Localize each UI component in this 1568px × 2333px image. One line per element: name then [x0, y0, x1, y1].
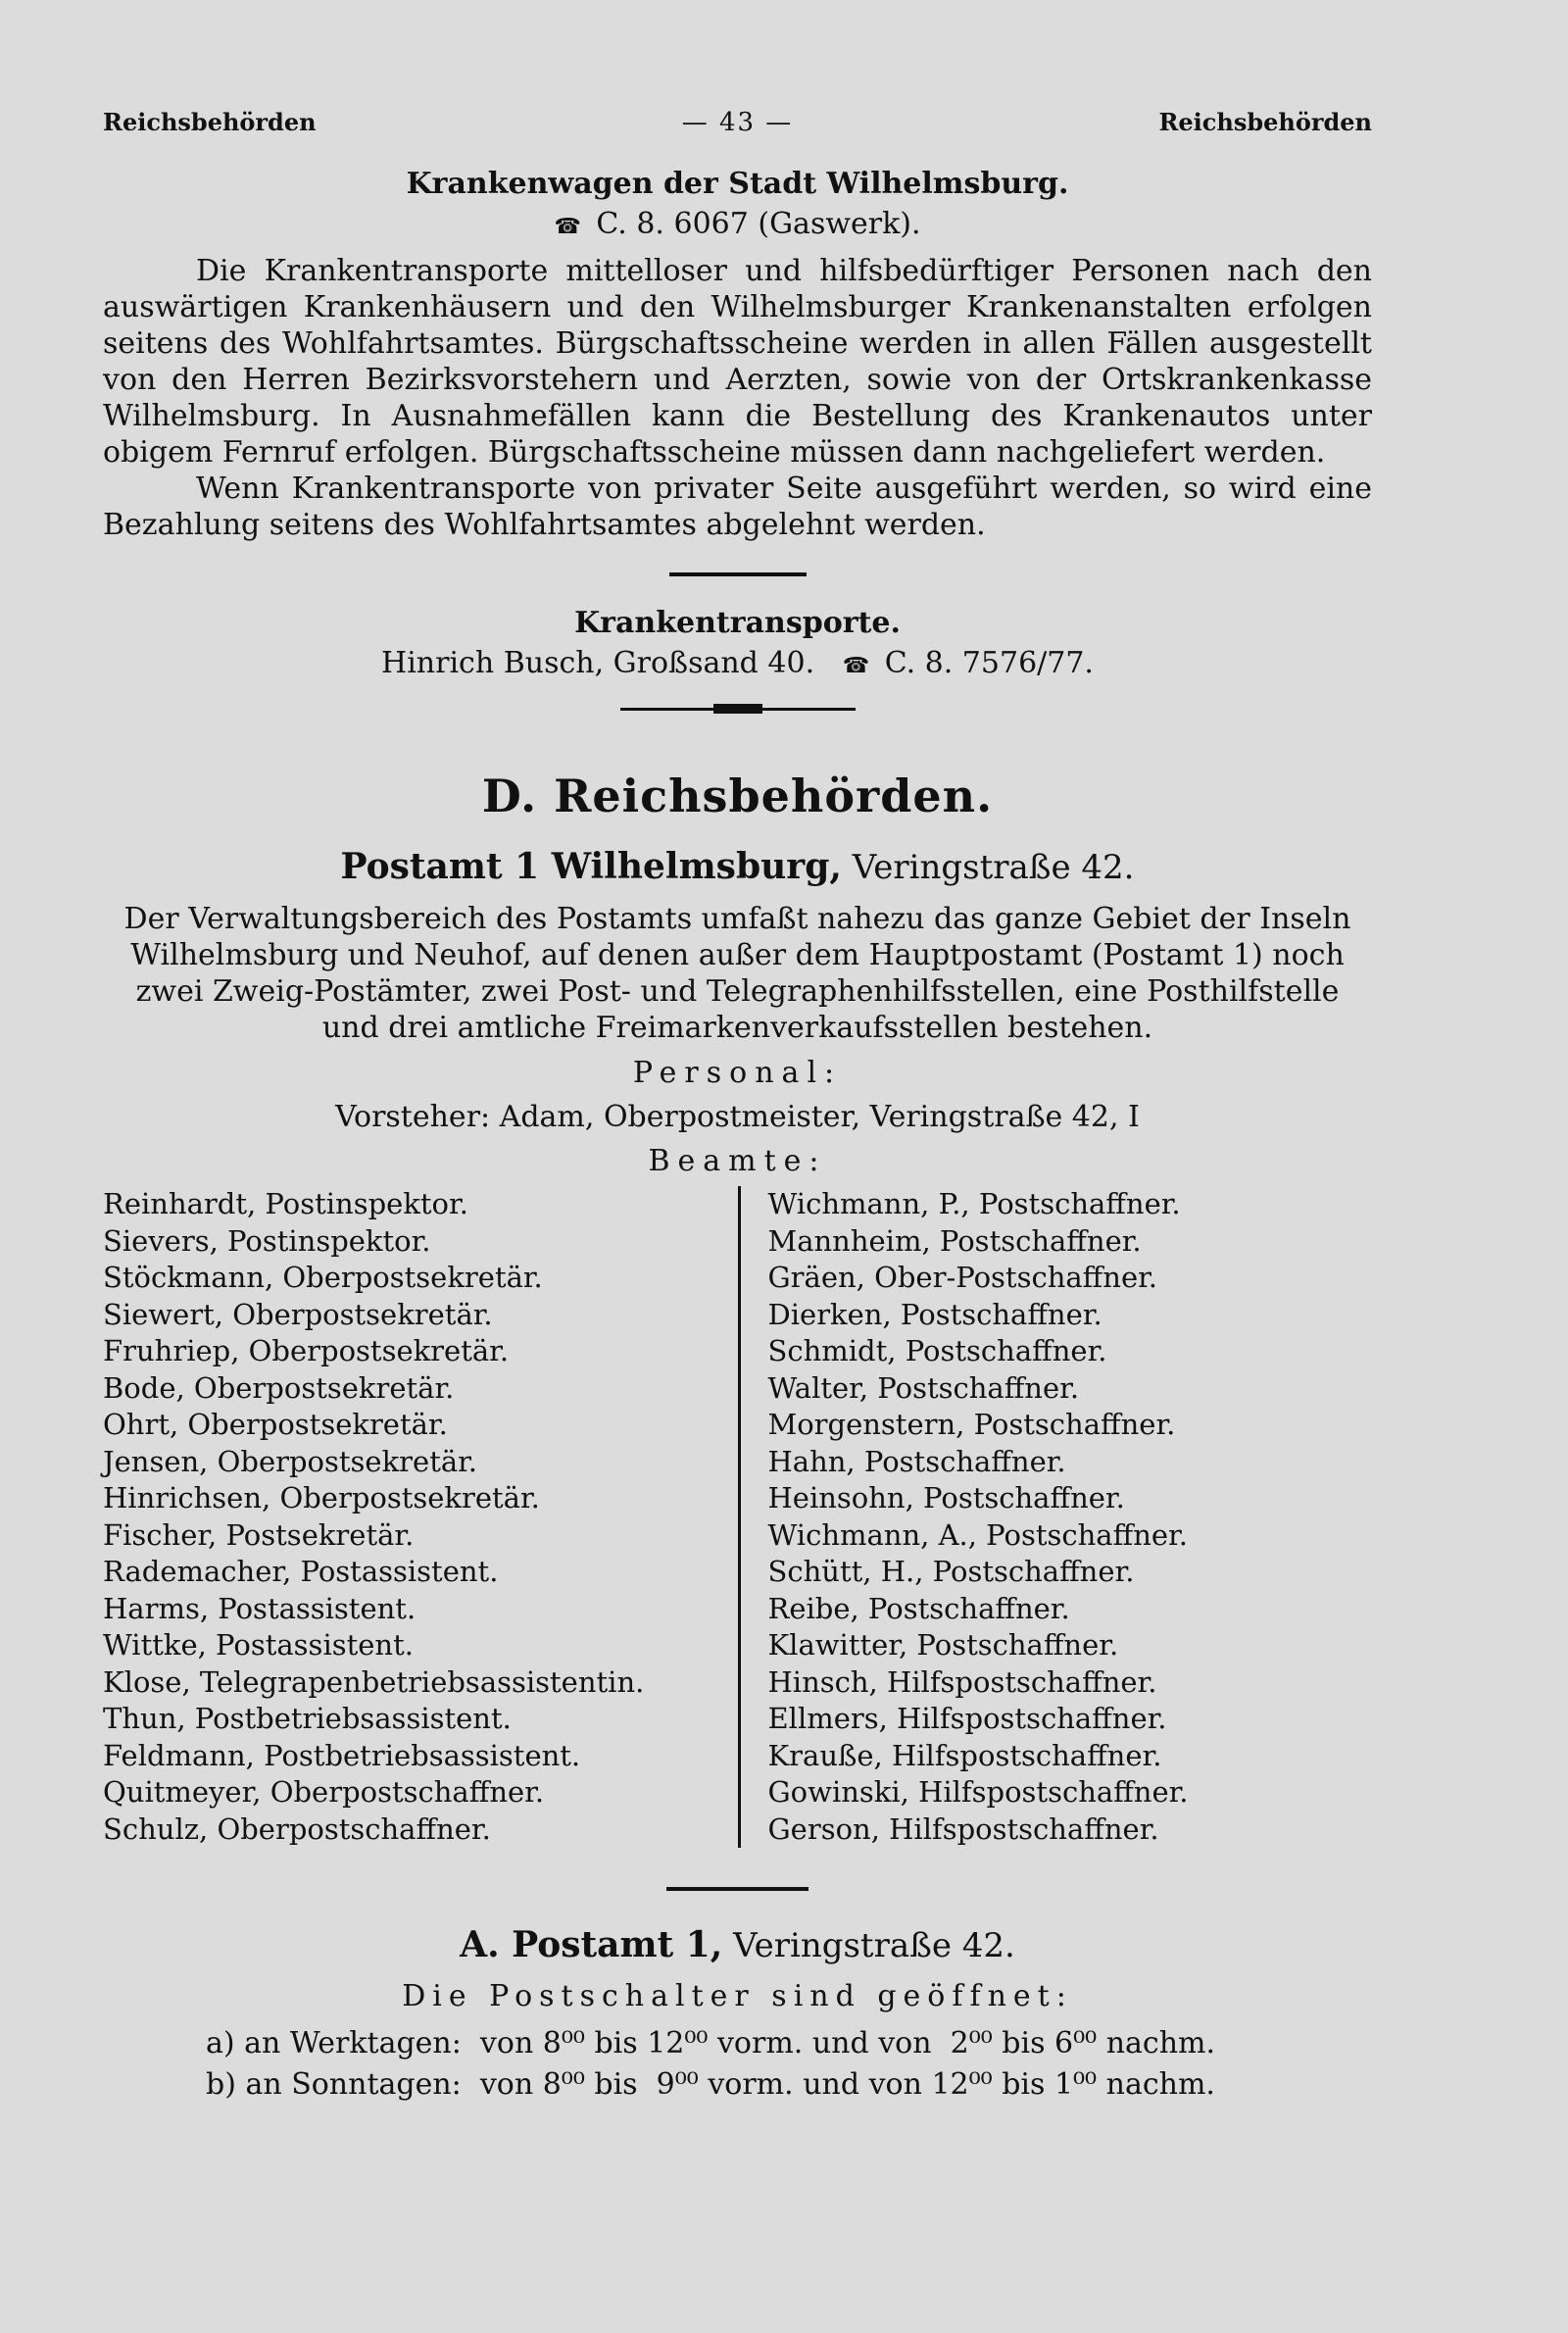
officials-label: Beamte: — [648, 1144, 827, 1178]
list-item: Krauße, Hilfspostschaffner. — [767, 1738, 1162, 1772]
telephone-icon: ☎ — [842, 654, 870, 678]
list-item: Gerson, Hilfspostschaffner. — [767, 1812, 1159, 1846]
ambulance-paragraph-1: Die Krankentransporte mittelloser und hilfsbedürftiger Personen nach den auswärtigen Krankenhäusern und den Wilhelmsburger Krankenanstalten erfolgen seitens des Wohlfahrtsamtes. Bürgschaftsscheine werden in allen Fällen ausgestellt von den Herren Bezirksvorstehern und Aerzten, sowie von der Ortskrankenkasse Wilhelmsburg. In Ausnahmefällen kann die Bestellung des Krankenautos unter obigem Fernruf erfolgen. Bürgschaftsscheine müssen dann nachgeliefert werden. — [103, 254, 1372, 470]
page-number: — 43 — — [681, 108, 794, 137]
hours-weekdays: a) an Werktagen: von 8⁰⁰ bis 12⁰⁰ vorm. und von 2⁰⁰ bis 6⁰⁰ nachm. — [206, 2026, 1216, 2060]
list-item: Harms, Postassistent. — [103, 1591, 416, 1625]
list-item: Heinsohn, Postschaffner. — [767, 1481, 1125, 1514]
list-item: Hinsch, Hilfspostschaffner. — [767, 1664, 1157, 1699]
transports-phone: C. 8. 7576/77. — [884, 646, 1094, 680]
counter-address: Veringstraße 42. — [733, 1926, 1015, 1965]
ambulance-title: Krankenwagen der Stadt Wilhelmsburg. — [406, 167, 1069, 201]
list-item: Klose, Telegrapenbetriebsassistentin. — [103, 1664, 645, 1699]
divider-rule — [669, 572, 807, 576]
counter-name: A. Postamt 1, — [460, 1924, 723, 1965]
list-item: Jensen, Oberpostsekretär. — [103, 1444, 478, 1478]
list-item: Klawitter, Postschaffner. — [767, 1628, 1119, 1662]
hours-sundays: b) an Sonntagen: von 8⁰⁰ bis 9⁰⁰ vorm. und von 12⁰⁰ bis 1⁰⁰ nachm. — [206, 2067, 1215, 2102]
list-item: Gowinski, Hilfspostschaffner. — [767, 1775, 1189, 1809]
list-item: Hinrichsen, Oberpostsekretär. — [103, 1481, 540, 1514]
list-item: Sievers, Postinspektor. — [103, 1223, 431, 1258]
staff-column-right — [738, 1186, 1373, 1848]
opening-hours — [103, 2023, 1372, 2106]
post-office-description: Der Verwaltungsbereich des Postamts umfaßt nahezu das ganze Gebiet der Inseln Wilhelmsburg und Neuhof, auf denen außer dem Hauptpostamt (Postamt 1) noch zwei Zweig-Postämter, zwei Post- und Telegraphenhilfsstellen, eine Posthilfstelle und drei amtliche Freimarkenverkaufsstellen bestehen. — [123, 902, 1351, 1045]
list-item: Reinhardt, Postinspektor. — [103, 1187, 468, 1220]
list-item: Thun, Postbetriebsassistent. — [103, 1702, 512, 1735]
list-item: Siewert, Oberpostsekretär. — [103, 1297, 493, 1331]
running-head-right: Reichsbehörden — [1158, 108, 1372, 136]
section-heading: D. Reichsbehörden. — [481, 769, 994, 822]
telephone-icon: ☎ — [554, 215, 581, 239]
list-item: Gräen, Ober-Postschaffner. — [767, 1261, 1158, 1294]
list-item: Walter, Postschaffner. — [767, 1370, 1080, 1405]
list-item: Ohrt, Oberpostsekretär. — [103, 1408, 448, 1441]
list-item: Feldmann, Postbetriebsassistent. — [103, 1738, 581, 1772]
divider-rule — [666, 1887, 808, 1891]
transports-title: Krankentransporte. — [574, 606, 901, 640]
staff-column-left — [103, 1186, 738, 1848]
ambulance-phone: C. 8. 6067 (Gaswerk). — [596, 207, 921, 241]
hours-label: Die Postschalter sind geöffnet: — [402, 1979, 1073, 2013]
ambulance-paragraph-2: Wenn Krankentransporte von privater Seite ausgeführt werden, so wird eine Bezahlung seitens des Wohlfahrtsamtes abgelehnt werden. — [103, 472, 1372, 542]
list-item: Wittke, Postassistent. — [103, 1628, 414, 1662]
post-office-address: Veringstraße 42. — [852, 848, 1135, 887]
list-item: Fruhriep, Oberpostsekretär. — [103, 1334, 510, 1367]
post-office-heading — [103, 846, 1372, 887]
list-item: Quitmeyer, Oberpostschaffner. — [103, 1775, 545, 1809]
list-item: Schmidt, Postschaffner. — [767, 1334, 1107, 1367]
post-office-name: Postamt 1 Wilhelmsburg, — [340, 846, 842, 887]
transports-entry: Hinrich Busch, Großsand 40. — [381, 646, 815, 680]
section-separator — [620, 708, 856, 711]
list-item: Ellmers, Hilfspostschaffner. — [767, 1702, 1167, 1735]
list-item: Wichmann, A., Postschaffner. — [767, 1517, 1188, 1552]
transports-entry-line — [103, 646, 1372, 680]
list-item: Morgenstern, Postschaffner. — [767, 1408, 1176, 1441]
list-item: Reibe, Postschaffner. — [767, 1591, 1070, 1625]
running-head-left: Reichsbehörden — [103, 108, 317, 136]
running-head — [103, 108, 1372, 137]
list-item: Bode, Oberpostsekretär. — [103, 1370, 455, 1405]
counter-heading — [103, 1924, 1372, 1965]
list-item: Hahn, Postschaffner. — [767, 1444, 1066, 1478]
list-item: Fischer, Postsekretär. — [103, 1517, 415, 1552]
personnel-label: Personal: — [632, 1056, 843, 1090]
list-item: Stöckmann, Oberpostsekretär. — [103, 1261, 543, 1294]
list-item: Mannheim, Postschaffner. — [767, 1223, 1142, 1258]
list-item: Schütt, H., Postschaffner. — [767, 1555, 1135, 1588]
list-item: Schulz, Oberpostschaffner. — [103, 1812, 491, 1846]
list-item: Rademacher, Postassistent. — [103, 1555, 499, 1588]
head-of-office: Vorsteher: Adam, Oberpostmeister, Veringstraße 42, I — [335, 1100, 1140, 1134]
list-item: Wichmann, P., Postschaffner. — [767, 1187, 1181, 1220]
staff-list — [103, 1186, 1372, 1848]
ambulance-phone-line — [103, 207, 1372, 241]
list-item: Dierken, Postschaffner. — [767, 1297, 1102, 1331]
